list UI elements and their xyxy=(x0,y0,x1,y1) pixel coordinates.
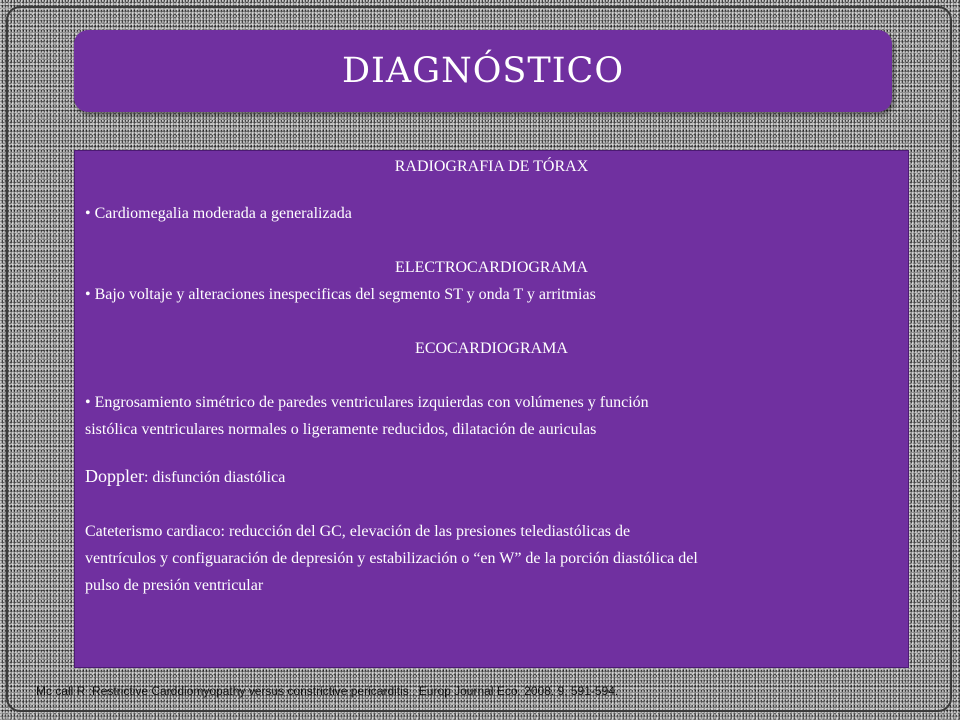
bullet-radiografia: • Cardiomegalia moderada a generalizada xyxy=(85,205,352,222)
content-panel xyxy=(74,150,909,668)
slide-title: DIAGNÓSTICO xyxy=(341,51,625,91)
section-heading-ecocardiograma: ECOCARDIOGRAMA xyxy=(415,340,568,357)
cateterismo-line-2: ventrículos y configuaración de depresión y estabilización o “en W” de la porción diastólica del xyxy=(85,550,698,567)
section-heading-electrocardiograma: ELECTROCARDIOGRAMA xyxy=(395,259,588,276)
bullet-electrocardiograma: • Bajo voltaje y alteraciones inespecificas del segmento ST y onda T y arritmias xyxy=(85,286,596,303)
section-heading-radiografia: RADIOGRAFIA DE TÓRAX xyxy=(394,158,589,175)
cateterismo-line-1: Cateterismo cardiaco: reducción del GC, elevación de las presiones telediastólicas de xyxy=(85,523,631,540)
cateterismo-line-3: pulso de presión ventricular xyxy=(85,577,264,594)
doppler-term: Doppler xyxy=(85,466,144,486)
title-banner xyxy=(74,30,892,112)
citation-footnote: Mc call R :Restrictive Carddiomyopathy versus constrictive pericarditis . Europ Journal Eco. 2008. 9, 591-594. xyxy=(36,684,619,698)
bullet-eco-line-2: sistólica ventriculares normales o ligeramente reducidos, dilatación de auriculas xyxy=(85,421,597,438)
doppler-line xyxy=(85,463,898,491)
doppler-text: : disfunción diastólica xyxy=(143,469,286,486)
bullet-eco-line-1: • Engrosamiento simétrico de paredes ventriculares izquierdas con volúmenes y función xyxy=(85,394,649,411)
